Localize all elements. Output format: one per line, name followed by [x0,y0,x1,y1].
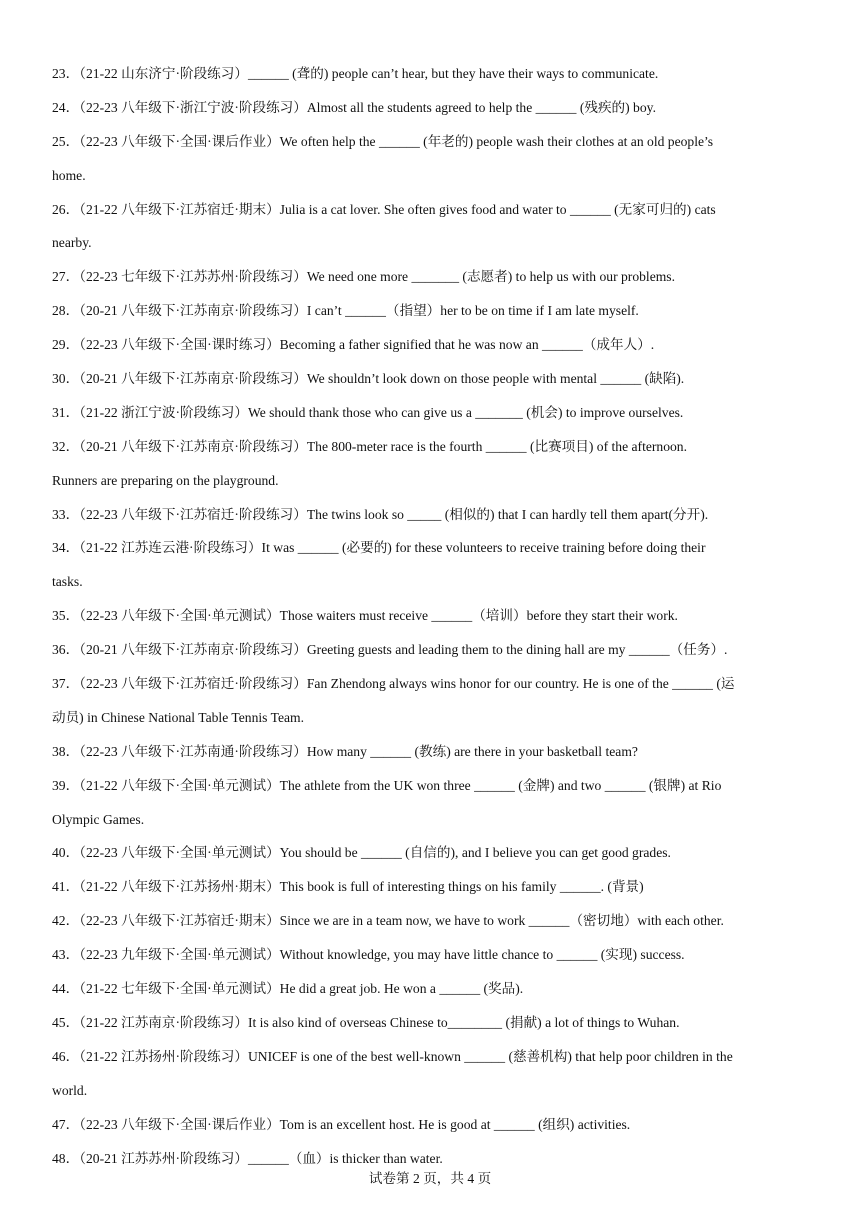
question-line: 34．（21-22 江苏连云港·阶段练习）It was ______ (必要的) for these volunteers to receive training before doing their [52,540,706,556]
page-footer: 试卷第 2 页，共 4 页 [368,1171,492,1186]
question-line: 41．（21-22 八年级下·江苏扬州·期末）This book is full of interesting things on his family ______. (背景) [52,879,644,895]
question-line: 43．（22-23 九年级下·全国·单元测试）Without knowledge, you may have little chance to ______ (实现) success. [52,947,685,963]
question-line: 25．（22-23 八年级下·全国·课后作业）We often help the ______ (年老的) people wash their clothes at an old people’s [52,133,714,149]
question-line: 36．（20-21 八年级下·江苏南京·阶段练习）Greeting guests and leading them to the dining hall are my ______（任务）. [52,642,728,658]
question-line: 33．（22-23 八年级下·江苏宿迁·阶段练习）The twins look so _____ (相似的) that I can hardly tell them apart(分开). [52,506,709,522]
question-line: 44．（21-22 七年级下·全国·单元测试）He did a great job. He won a ______ (奖品). [52,981,524,997]
question-line: 28．（20-21 八年级下·江苏南京·阶段练习）I can’t ______（指望）her to be on time if I am late myself. [52,303,639,319]
question-line: 29．（22-23 八年级下·全国·课时练习）Becoming a father signified that he was now an ______（成年人）. [52,337,655,353]
question-line: 24．（22-23 八年级下·浙江宁波·阶段练习）Almost all the students agreed to help the ______ (残疾的) boy. [52,99,656,115]
question-line: 26．（21-22 八年级下·江苏宿迁·期末）Julia is a cat lover. She often gives food and water to ______ (无家可归的) cats [52,201,716,217]
question-continuation-line: home. [52,167,86,183]
question-continuation-line: 动员) in Chinese National Table Tennis Team. [52,709,304,725]
question-line: 48．（20-21 江苏苏州·阶段练习）______（血）is thicker than water. [52,1150,443,1166]
question-line: 38．（22-23 八年级下·江苏南通·阶段练习）How many ______ (教练) are there in your basketball team? [52,743,638,759]
question-continuation-line: Runners are preparing on the playground. [52,472,279,488]
question-continuation-line: Olympic Games. [52,811,145,827]
question-line: 32．（20-21 八年级下·江苏南京·阶段练习）The 800-meter race is the fourth ______ (比赛项目) of the afternoon. [52,438,687,454]
question-line: 45．（21-22 江苏南京·阶段练习）It is also kind of overseas Chinese to________ (捐献) a lot of things to Wuhan. [52,1014,680,1030]
question-line: 30．（20-21 八年级下·江苏南京·阶段练习）We shouldn’t look down on those people with mental ______ (缺陷). [52,371,685,387]
question-continuation-line: nearby. [52,235,92,251]
question-line: 39．（21-22 八年级下·全国·单元测试）The athlete from the UK won three ______ (金牌) and two ______ (银牌) at Rio [52,777,722,793]
question-line: 35．（22-23 八年级下·全国·单元测试）Those waiters must receive ______（培训）before they start their work. [52,608,678,624]
question-line: 46．（21-22 江苏扬州·阶段练习）UNICEF is one of the best well-known ______ (慈善机构) that help poor children in the [52,1048,733,1064]
question-line: 23．（21-22 山东济宁·阶段练习）______ (聋的) people can’t hear, but they have their ways to communicate. [52,66,659,81]
question-line: 37．（22-23 八年级下·江苏宿迁·阶段练习）Fan Zhendong always wins honor for our country. He is one of the ______ (运 [52,676,735,692]
question-continuation-line: tasks. [52,574,83,590]
question-line: 42．（22-23 八年级下·江苏宿迁·期末）Since we are in a team now, we have to work ______（密切地）with each other. [52,913,724,929]
question-continuation-line: world. [52,1082,88,1098]
question-line: 27．（22-23 七年级下·江苏苏州·阶段练习）We need one more _______ (志愿者) to help us with our problems. [52,269,675,285]
question-list [52,57,812,1175]
question-line: 40．（22-23 八年级下·全国·单元测试）You should be ______ (自信的), and I believe you can get good grades. [52,845,671,861]
question-line: 31．（21-22 浙江宁波·阶段练习）We should thank those who can give us a _______ (机会) to improve ourselves. [52,404,684,420]
question-line: 47．（22-23 八年级下·全国·课后作业）Tom is an excellent host. He is good at ______ (组织) activities. [52,1116,631,1132]
